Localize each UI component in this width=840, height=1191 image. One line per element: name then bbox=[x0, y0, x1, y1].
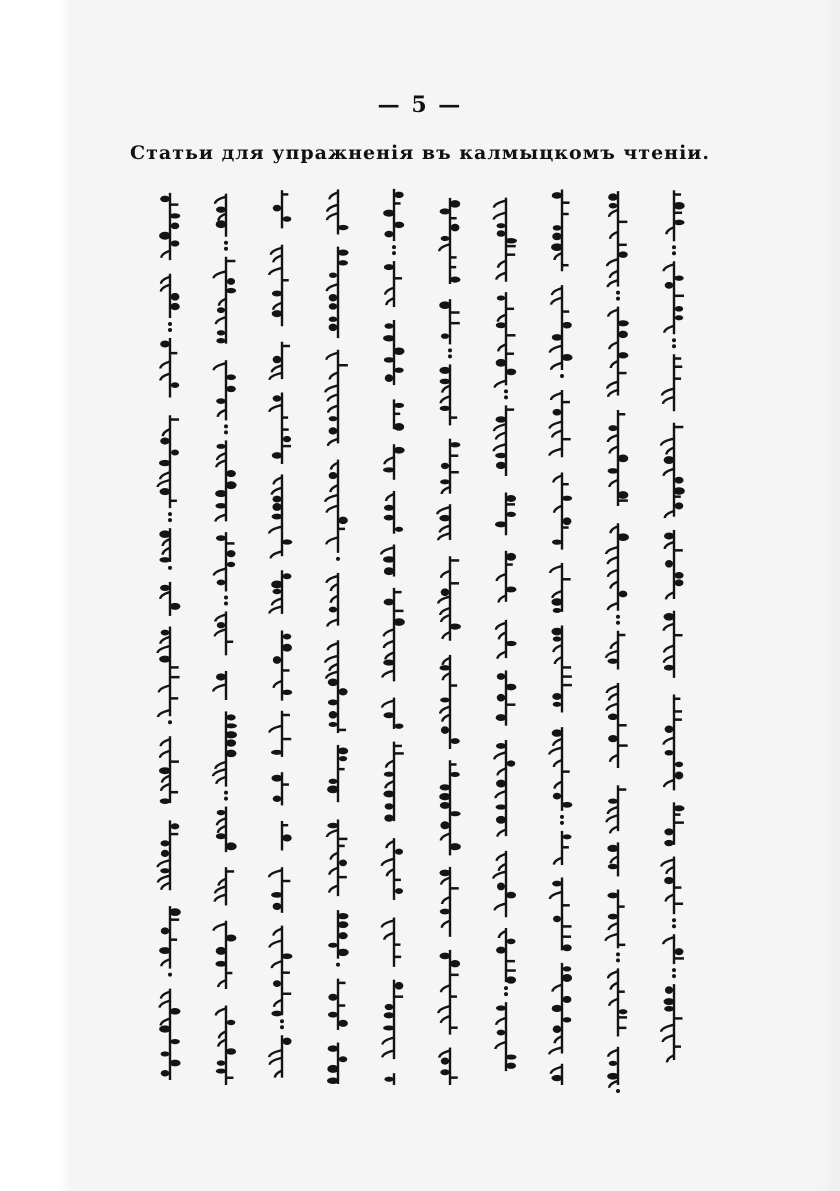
script-column bbox=[430, 180, 470, 1100]
script-column bbox=[486, 180, 526, 1100]
script-column bbox=[654, 180, 694, 1100]
script-column bbox=[598, 180, 638, 1100]
page-number: — 5 — bbox=[377, 92, 463, 118]
script-column bbox=[150, 180, 190, 1100]
vertical-script-body bbox=[150, 180, 720, 1100]
script-column bbox=[318, 180, 358, 1100]
script-column bbox=[542, 180, 582, 1100]
script-column bbox=[262, 180, 302, 1100]
script-column bbox=[206, 180, 246, 1100]
script-column bbox=[374, 180, 414, 1100]
page-title: Статьи для упражненія въ калмыцкомъ чтеніи. bbox=[129, 142, 710, 164]
